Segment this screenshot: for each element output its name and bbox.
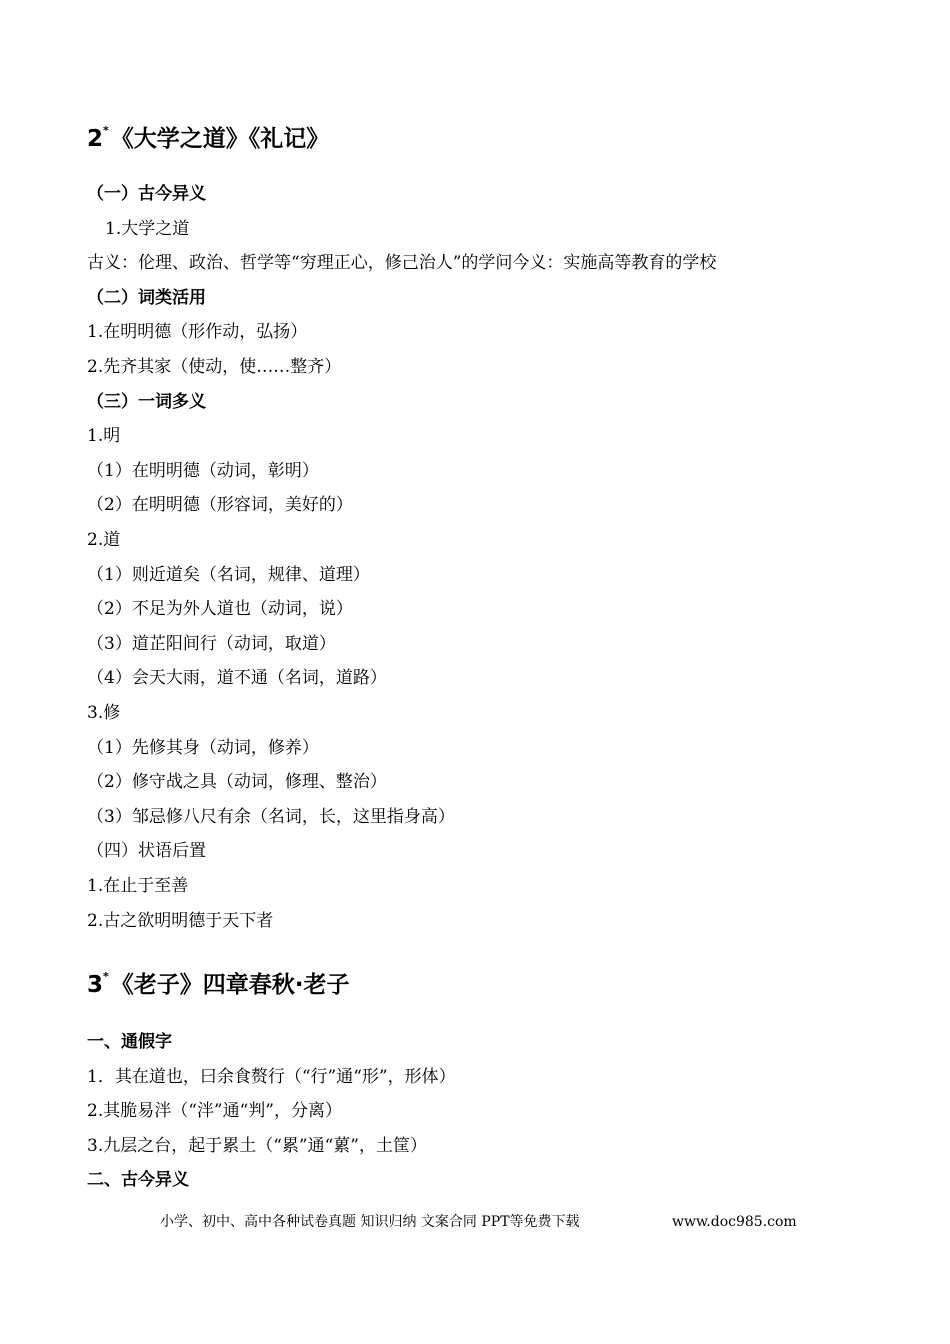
section-title-2 — [87, 962, 350, 1000]
text-line: （1）先修其身（动词，修养） — [87, 737, 319, 758]
section-heading: （三）一词多义 — [87, 391, 206, 412]
star-mark: * — [103, 124, 109, 137]
section-heading: （二）词类活用 — [87, 287, 206, 308]
section-heading: （一）古今异义 — [87, 184, 206, 204]
text-line: （3）道芷阳间行（动词，取道） — [87, 633, 336, 654]
text-line: （3）邹忌修八尺有余（名词，长，这里指身高） — [87, 806, 455, 827]
section-title-1 — [87, 116, 329, 154]
text-line: 3.九层之台，起于累土（“累”通“蔂”，土筐） — [87, 1135, 427, 1156]
text-line: （1）则近道矣（名词，规律、道理） — [87, 564, 370, 585]
text-line: 2.古之欲明明德于天下者 — [87, 910, 274, 931]
text-line: （2）修守战之具（动词，修理、整治） — [87, 772, 387, 793]
text-line: 1.在明明德（形作动，弘扬） — [87, 322, 308, 343]
text-line: 2.先齐其家（使动，使……整齐） — [87, 357, 342, 377]
text-line: （1）在明明德（动词，彰明） — [87, 460, 319, 481]
section-number: 3 — [87, 972, 104, 998]
text-line: （4）会天大雨，道不通（名词，道路） — [87, 668, 387, 689]
text-line: （2）在明明德（形容词，美好的） — [87, 495, 353, 516]
star-mark: * — [103, 970, 109, 983]
footer-url[interactable]: www.doc985.com — [672, 1214, 797, 1230]
text-line: 1．其在道也，曰余食赘行（“行”通“形”，形体） — [87, 1066, 456, 1087]
section-title-text: 《老子》四章春秋·老子 — [110, 972, 350, 998]
text-line: 2.道 — [87, 530, 121, 550]
section-number: 2 — [87, 126, 104, 152]
text-line: （2）不足为外人道也（动词，说） — [87, 599, 353, 620]
section-heading: 二、古今异义 — [87, 1170, 189, 1191]
text-line: （四）状语后置 — [87, 841, 206, 862]
text-line: 1.明 — [87, 426, 121, 447]
footer-text: 小学、初中、高中各种试卷真题 知识归纳 文案合同 PPT等免费下载 — [160, 1214, 580, 1230]
section-heading: 一、通假字 — [87, 1032, 172, 1052]
text-line: 1.在止于至善 — [87, 876, 189, 896]
text-line: 2.其脆易泮（“泮”通“判”，分离） — [87, 1101, 342, 1122]
text-line: 1.大学之道 — [105, 218, 190, 239]
text-line: 3.修 — [87, 703, 121, 723]
section-title-text: 《大学之道》《礼记》 — [110, 126, 330, 152]
text-line: 古义：伦理、政治、哲学等“穷理正心，修己治人”的学问今义：实施高等教育的学校 — [87, 253, 717, 274]
